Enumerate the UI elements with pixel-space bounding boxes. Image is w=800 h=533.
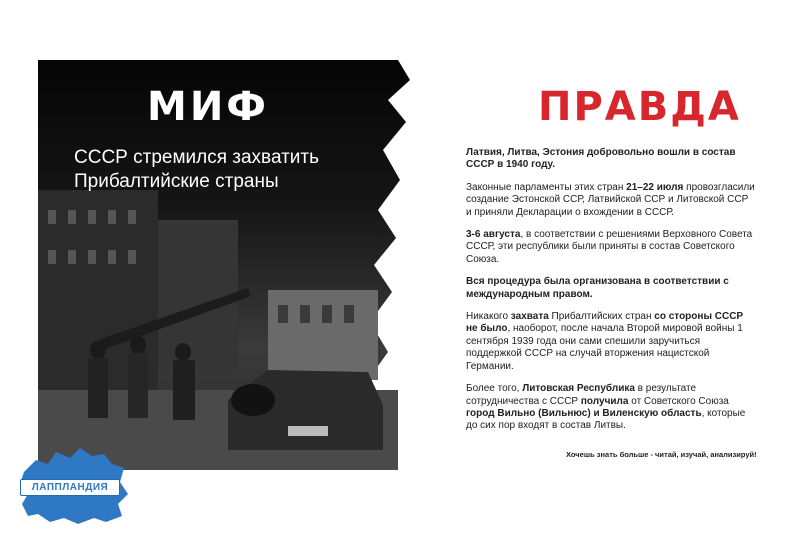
truth-paragraph-3: 3-6 августа, в соответствии с решениями Верховного Совета СССР, эти республики были приняты в состав Советского Союза.: [466, 229, 753, 265]
logo-label: ЛАППЛАНДИЯ: [20, 479, 120, 496]
truth-paragraph-2: Законные парламенты этих стран 21–22 июля провозгласили создание Эстонской ССР, Латвийской ССР и Литовской ССР и приняли Декларации о вхождении в СССР.: [466, 181, 755, 218]
myth-title: МИФ: [147, 84, 269, 130]
truth-paragraph-5: Никакого захвата Прибалтийских стран со стороны СССР не было, наоборот, после начала Второй мировой войны 1 сентября 1939 года они сами спешили заручиться поддержкой СССР на случай вторжения нацистской Германии.: [466, 311, 744, 372]
truth-paragraph-6: Более того, Литовская Республика в результате сотрудничества с СССР получила от Советского Союза город Вильно (Вильнюс) и Виленскую область, которые до сих пор входят в состав Литвы.: [466, 383, 746, 432]
footer-call-to-action: Хочешь знать больше - читай, изучай, анализируй!: [566, 450, 757, 459]
truth-title: ПРАВДА: [538, 84, 741, 130]
myth-statement: СССР стремился захватить Прибалтийские страны: [74, 147, 320, 192]
truth-paragraph-1: Латвия, Литва, Эстония добровольно вошли в состав СССР в 1940 году.: [466, 147, 736, 171]
truth-body: [466, 147, 756, 443]
truth-paragraph-4: Вся процедура была организована в соответствии с международным правом.: [466, 276, 729, 300]
